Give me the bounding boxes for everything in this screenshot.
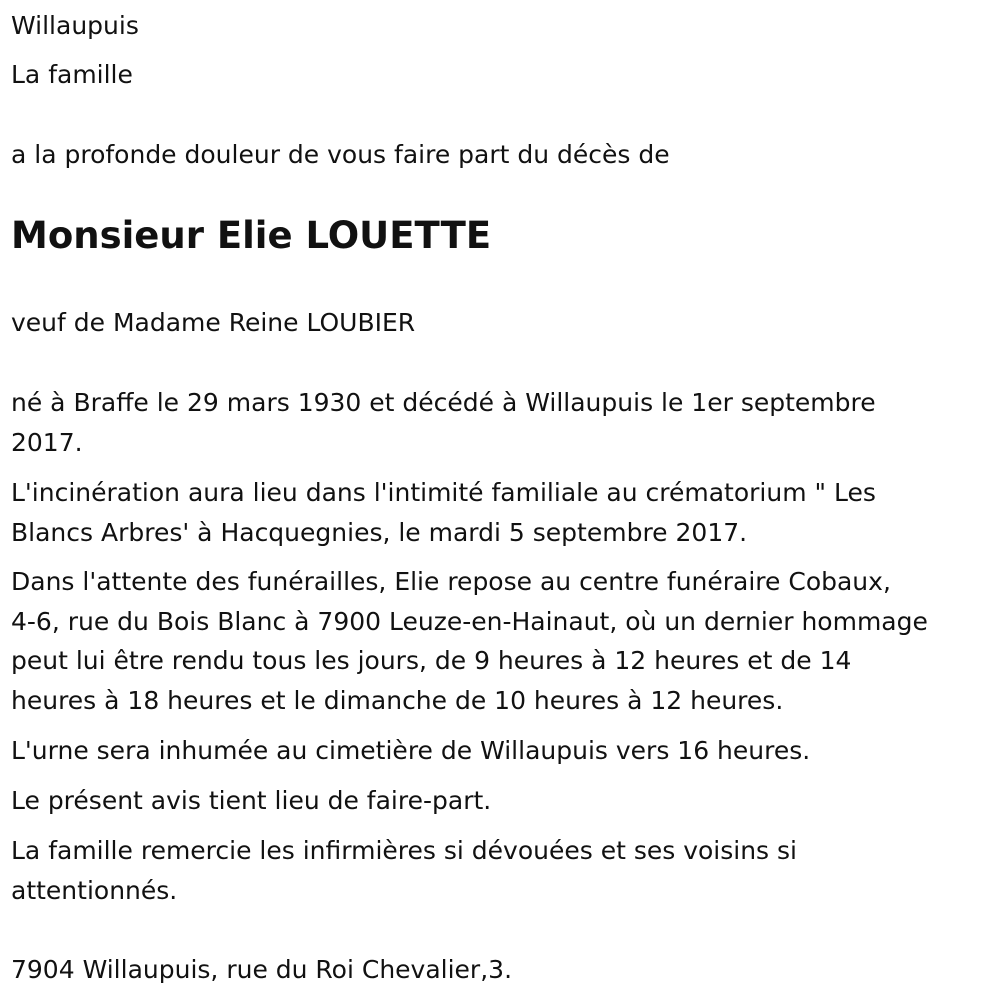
cremation-line: L'incinération aura lieu dans l'intimité familiale au crématorium " Les [11, 478, 876, 507]
notice-note-line: Le présent avis tient lieu de faire-part. [11, 786, 492, 815]
cremation-paragraph [11, 473, 996, 552]
announcement-line: a la profonde douleur de vous faire part du décès de [11, 140, 670, 169]
town-line: Willaupuis [11, 11, 139, 40]
birth-death-line: 2017. [11, 427, 83, 457]
thanks-line: La famille remercie les infirmières si dévouées et ses voisins si [11, 836, 797, 865]
viewing-line: 4-6, rue du Bois Blanc à 7900 Leuze-en-Hainaut, où un dernier hommage [11, 606, 928, 636]
address-line: 7904 Willaupuis, rue du Roi Chevalier,3. [11, 955, 513, 984]
thanks-paragraph [11, 831, 996, 910]
birth-death-paragraph [11, 383, 996, 462]
birth-death-line: né à Braffe le 29 mars 1930 et décédé à Willaupuis le 1er septembre [11, 388, 876, 417]
deceased-name: Monsieur Elie LOUETTE [11, 214, 492, 257]
viewing-paragraph [11, 562, 996, 720]
family-line: La famille [11, 60, 133, 89]
viewing-line: peut lui être rendu tous les jours, de 9 heures à 12 heures et de 14 [11, 646, 852, 675]
viewing-line: heures à 18 heures et le dimanche de 10 heures à 12 heures. [11, 685, 784, 715]
widower-line: veuf de Madame Reine LOUBIER [11, 308, 416, 337]
viewing-line: Dans l'attente des funérailles, Elie repose au centre funéraire Cobaux, [11, 567, 891, 596]
cremation-line: Blancs Arbres' à Hacquegnies, le mardi 5 septembre 2017. [11, 517, 748, 547]
thanks-line: attentionnés. [11, 875, 178, 905]
urn-line: L'urne sera inhumée au cimetière de Willaupuis vers 16 heures. [11, 736, 811, 765]
